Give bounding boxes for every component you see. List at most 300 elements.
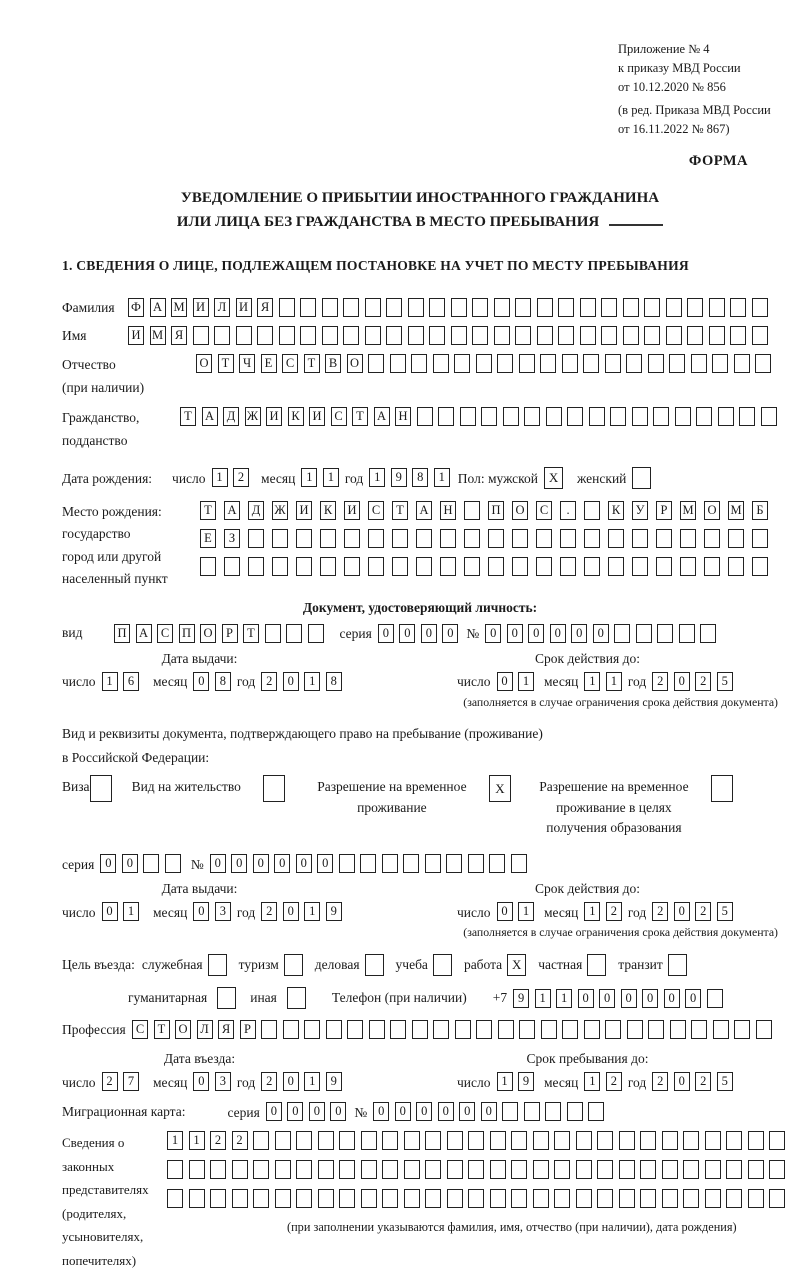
char-cell[interactable]: 0 bbox=[193, 1072, 209, 1091]
char-cell[interactable] bbox=[232, 1189, 248, 1208]
char-cell[interactable] bbox=[540, 354, 556, 373]
purpose-other-checkbox[interactable] bbox=[287, 987, 306, 1009]
char-cell[interactable] bbox=[511, 1189, 527, 1208]
char-cell[interactable]: Т bbox=[218, 354, 234, 373]
char-cell[interactable] bbox=[339, 1189, 355, 1208]
char-cell[interactable] bbox=[560, 529, 576, 548]
char-cell[interactable] bbox=[533, 1189, 549, 1208]
char-cell[interactable] bbox=[490, 1160, 506, 1179]
char-cell[interactable] bbox=[429, 298, 445, 317]
char-cell[interactable] bbox=[515, 298, 531, 317]
char-cell[interactable] bbox=[541, 1020, 557, 1039]
char-cell[interactable] bbox=[691, 354, 707, 373]
char-cell[interactable]: 0 bbox=[497, 902, 513, 921]
char-cell[interactable] bbox=[748, 1160, 764, 1179]
char-cell[interactable] bbox=[232, 1160, 248, 1179]
char-cell[interactable] bbox=[562, 1020, 578, 1039]
char-cell[interactable] bbox=[368, 354, 384, 373]
char-cell[interactable] bbox=[752, 298, 768, 317]
char-cell[interactable]: А bbox=[416, 501, 432, 520]
char-cell[interactable] bbox=[416, 529, 432, 548]
char-cell[interactable]: Я bbox=[218, 1020, 234, 1039]
char-cell[interactable] bbox=[253, 1160, 269, 1179]
char-cell[interactable] bbox=[726, 1131, 742, 1150]
char-cell[interactable] bbox=[438, 407, 454, 426]
char-cell[interactable] bbox=[601, 298, 617, 317]
char-cell[interactable]: 0 bbox=[621, 989, 637, 1008]
char-cell[interactable]: 1 bbox=[304, 1072, 320, 1091]
char-cell[interactable] bbox=[283, 1020, 299, 1039]
char-cell[interactable] bbox=[704, 529, 720, 548]
char-cell[interactable] bbox=[320, 529, 336, 548]
char-cell[interactable] bbox=[476, 354, 492, 373]
char-cell[interactable]: 1 bbox=[434, 468, 450, 487]
char-cell[interactable]: 2 bbox=[652, 902, 668, 921]
char-cell[interactable] bbox=[472, 326, 488, 345]
char-cell[interactable]: С bbox=[368, 501, 384, 520]
char-cell[interactable] bbox=[560, 557, 576, 576]
char-cell[interactable]: 1 bbox=[369, 468, 385, 487]
char-cell[interactable] bbox=[322, 298, 338, 317]
char-cell[interactable]: 1 bbox=[584, 902, 600, 921]
char-cell[interactable]: 0 bbox=[193, 672, 209, 691]
char-cell[interactable] bbox=[490, 1189, 506, 1208]
char-cell[interactable]: Л bbox=[197, 1020, 213, 1039]
char-cell[interactable] bbox=[253, 1131, 269, 1150]
char-cell[interactable] bbox=[361, 1131, 377, 1150]
char-cell[interactable]: С bbox=[331, 407, 347, 426]
char-cell[interactable] bbox=[519, 354, 535, 373]
char-cell[interactable] bbox=[512, 557, 528, 576]
char-cell[interactable] bbox=[318, 1131, 334, 1150]
purpose-official-checkbox[interactable] bbox=[208, 954, 227, 976]
char-cell[interactable] bbox=[165, 854, 181, 873]
char-cell[interactable] bbox=[368, 557, 384, 576]
char-cell[interactable]: 0 bbox=[122, 854, 138, 873]
char-cell[interactable] bbox=[619, 1160, 635, 1179]
char-cell[interactable] bbox=[511, 854, 527, 873]
char-cell[interactable] bbox=[300, 298, 316, 317]
char-cell[interactable] bbox=[558, 326, 574, 345]
char-cell[interactable]: 1 bbox=[167, 1131, 183, 1150]
char-cell[interactable]: 0 bbox=[210, 854, 226, 873]
char-cell[interactable]: 0 bbox=[283, 902, 299, 921]
char-cell[interactable] bbox=[361, 1160, 377, 1179]
char-cell[interactable]: И bbox=[296, 501, 312, 520]
char-cell[interactable] bbox=[584, 1020, 600, 1039]
char-cell[interactable]: 9 bbox=[518, 1072, 534, 1091]
char-cell[interactable] bbox=[623, 326, 639, 345]
char-cell[interactable] bbox=[454, 354, 470, 373]
char-cell[interactable]: 2 bbox=[606, 902, 622, 921]
char-cell[interactable]: 0 bbox=[571, 624, 587, 643]
char-cell[interactable]: 0 bbox=[317, 854, 333, 873]
char-cell[interactable]: 0 bbox=[399, 624, 415, 643]
char-cell[interactable] bbox=[447, 1189, 463, 1208]
char-cell[interactable]: Д bbox=[223, 407, 239, 426]
char-cell[interactable] bbox=[761, 407, 777, 426]
char-cell[interactable]: В bbox=[325, 354, 341, 373]
char-cell[interactable]: 0 bbox=[193, 902, 209, 921]
char-cell[interactable]: 2 bbox=[606, 1072, 622, 1091]
char-cell[interactable] bbox=[696, 407, 712, 426]
char-cell[interactable]: 8 bbox=[215, 672, 231, 691]
char-cell[interactable]: 0 bbox=[100, 854, 116, 873]
char-cell[interactable]: А bbox=[150, 298, 166, 317]
char-cell[interactable] bbox=[537, 326, 553, 345]
char-cell[interactable] bbox=[236, 326, 252, 345]
char-cell[interactable] bbox=[472, 298, 488, 317]
temp-permit-checkbox[interactable]: X bbox=[489, 775, 511, 802]
char-cell[interactable]: П bbox=[114, 624, 130, 643]
char-cell[interactable] bbox=[468, 854, 484, 873]
char-cell[interactable] bbox=[739, 407, 755, 426]
char-cell[interactable]: 6 bbox=[123, 672, 139, 691]
residence-permit-checkbox[interactable] bbox=[263, 775, 285, 802]
char-cell[interactable] bbox=[614, 624, 630, 643]
char-cell[interactable] bbox=[468, 1131, 484, 1150]
char-cell[interactable] bbox=[253, 1189, 269, 1208]
char-cell[interactable] bbox=[709, 298, 725, 317]
char-cell[interactable] bbox=[440, 557, 456, 576]
char-cell[interactable]: 1 bbox=[518, 902, 534, 921]
char-cell[interactable]: 8 bbox=[326, 672, 342, 691]
char-cell[interactable] bbox=[304, 1020, 320, 1039]
char-cell[interactable]: . bbox=[560, 501, 576, 520]
char-cell[interactable] bbox=[662, 1160, 678, 1179]
char-cell[interactable] bbox=[224, 557, 240, 576]
char-cell[interactable] bbox=[769, 1160, 785, 1179]
char-cell[interactable] bbox=[382, 1189, 398, 1208]
char-cell[interactable] bbox=[669, 354, 685, 373]
char-cell[interactable] bbox=[275, 1189, 291, 1208]
char-cell[interactable] bbox=[408, 298, 424, 317]
char-cell[interactable] bbox=[275, 1131, 291, 1150]
char-cell[interactable] bbox=[619, 1131, 635, 1150]
char-cell[interactable] bbox=[494, 298, 510, 317]
char-cell[interactable]: 1 bbox=[497, 1072, 513, 1091]
char-cell[interactable] bbox=[425, 1160, 441, 1179]
char-cell[interactable]: И bbox=[266, 407, 282, 426]
char-cell[interactable] bbox=[296, 1160, 312, 1179]
char-cell[interactable]: 0 bbox=[507, 624, 523, 643]
char-cell[interactable] bbox=[670, 1020, 686, 1039]
char-cell[interactable]: 1 bbox=[102, 672, 118, 691]
char-cell[interactable] bbox=[403, 854, 419, 873]
char-cell[interactable] bbox=[361, 1189, 377, 1208]
char-cell[interactable] bbox=[554, 1131, 570, 1150]
char-cell[interactable] bbox=[576, 1189, 592, 1208]
char-cell[interactable]: И bbox=[309, 407, 325, 426]
char-cell[interactable] bbox=[537, 298, 553, 317]
purpose-tourism-checkbox[interactable] bbox=[284, 954, 303, 976]
char-cell[interactable] bbox=[339, 854, 355, 873]
char-cell[interactable] bbox=[412, 1020, 428, 1039]
char-cell[interactable] bbox=[666, 326, 682, 345]
char-cell[interactable] bbox=[707, 989, 723, 1008]
char-cell[interactable] bbox=[279, 326, 295, 345]
char-cell[interactable] bbox=[343, 298, 359, 317]
char-cell[interactable] bbox=[296, 557, 312, 576]
char-cell[interactable]: 7 bbox=[123, 1072, 139, 1091]
char-cell[interactable]: 9 bbox=[391, 468, 407, 487]
char-cell[interactable]: Т bbox=[304, 354, 320, 373]
visa-checkbox[interactable] bbox=[90, 775, 112, 802]
char-cell[interactable] bbox=[680, 529, 696, 548]
char-cell[interactable] bbox=[440, 529, 456, 548]
char-cell[interactable] bbox=[296, 529, 312, 548]
char-cell[interactable] bbox=[511, 1131, 527, 1150]
char-cell[interactable]: О bbox=[512, 501, 528, 520]
char-cell[interactable]: И bbox=[128, 326, 144, 345]
char-cell[interactable] bbox=[627, 1020, 643, 1039]
char-cell[interactable] bbox=[567, 1102, 583, 1121]
char-cell[interactable] bbox=[272, 529, 288, 548]
char-cell[interactable] bbox=[562, 354, 578, 373]
char-cell[interactable] bbox=[296, 1131, 312, 1150]
char-cell[interactable]: 2 bbox=[695, 902, 711, 921]
char-cell[interactable] bbox=[576, 1131, 592, 1150]
char-cell[interactable]: 1 bbox=[606, 672, 622, 691]
char-cell[interactable]: 1 bbox=[584, 672, 600, 691]
char-cell[interactable] bbox=[455, 1020, 471, 1039]
char-cell[interactable]: 0 bbox=[664, 989, 680, 1008]
char-cell[interactable]: М bbox=[150, 326, 166, 345]
char-cell[interactable]: О bbox=[196, 354, 212, 373]
char-cell[interactable]: 0 bbox=[497, 672, 513, 691]
char-cell[interactable] bbox=[675, 407, 691, 426]
char-cell[interactable] bbox=[167, 1160, 183, 1179]
purpose-humanitarian-checkbox[interactable] bbox=[217, 987, 236, 1009]
char-cell[interactable]: 2 bbox=[695, 672, 711, 691]
char-cell[interactable]: 9 bbox=[513, 989, 529, 1008]
char-cell[interactable]: 0 bbox=[481, 1102, 497, 1121]
char-cell[interactable]: 0 bbox=[528, 624, 544, 643]
char-cell[interactable] bbox=[193, 326, 209, 345]
char-cell[interactable]: М bbox=[171, 298, 187, 317]
char-cell[interactable]: 1 bbox=[123, 902, 139, 921]
char-cell[interactable]: 9 bbox=[326, 1072, 342, 1091]
char-cell[interactable] bbox=[709, 326, 725, 345]
char-cell[interactable] bbox=[214, 326, 230, 345]
char-cell[interactable] bbox=[605, 1020, 621, 1039]
char-cell[interactable] bbox=[589, 407, 605, 426]
char-cell[interactable] bbox=[322, 326, 338, 345]
char-cell[interactable]: 0 bbox=[231, 854, 247, 873]
char-cell[interactable] bbox=[382, 1160, 398, 1179]
char-cell[interactable] bbox=[296, 1189, 312, 1208]
char-cell[interactable] bbox=[446, 854, 462, 873]
char-cell[interactable] bbox=[752, 557, 768, 576]
char-cell[interactable] bbox=[726, 1189, 742, 1208]
char-cell[interactable]: Р bbox=[240, 1020, 256, 1039]
char-cell[interactable] bbox=[730, 326, 746, 345]
char-cell[interactable]: Б bbox=[752, 501, 768, 520]
char-cell[interactable] bbox=[411, 354, 427, 373]
sex-female-checkbox[interactable] bbox=[632, 467, 651, 489]
purpose-study-checkbox[interactable] bbox=[433, 954, 452, 976]
char-cell[interactable]: 0 bbox=[674, 902, 690, 921]
char-cell[interactable] bbox=[583, 354, 599, 373]
char-cell[interactable] bbox=[608, 529, 624, 548]
char-cell[interactable] bbox=[404, 1189, 420, 1208]
char-cell[interactable] bbox=[365, 298, 381, 317]
char-cell[interactable] bbox=[756, 1020, 772, 1039]
char-cell[interactable] bbox=[272, 557, 288, 576]
char-cell[interactable]: Ж bbox=[272, 501, 288, 520]
char-cell[interactable] bbox=[580, 298, 596, 317]
char-cell[interactable]: Е bbox=[261, 354, 277, 373]
char-cell[interactable]: 1 bbox=[518, 672, 534, 691]
char-cell[interactable]: 9 bbox=[326, 902, 342, 921]
char-cell[interactable] bbox=[200, 557, 216, 576]
char-cell[interactable] bbox=[320, 557, 336, 576]
char-cell[interactable] bbox=[640, 1160, 656, 1179]
char-cell[interactable]: О bbox=[704, 501, 720, 520]
char-cell[interactable] bbox=[368, 529, 384, 548]
char-cell[interactable]: 0 bbox=[296, 854, 312, 873]
char-cell[interactable] bbox=[662, 1189, 678, 1208]
char-cell[interactable] bbox=[683, 1189, 699, 1208]
char-cell[interactable]: 2 bbox=[233, 468, 249, 487]
char-cell[interactable] bbox=[752, 529, 768, 548]
char-cell[interactable] bbox=[210, 1189, 226, 1208]
char-cell[interactable]: 5 bbox=[717, 902, 733, 921]
char-cell[interactable] bbox=[433, 1020, 449, 1039]
char-cell[interactable]: 0 bbox=[373, 1102, 389, 1121]
char-cell[interactable] bbox=[257, 326, 273, 345]
char-cell[interactable] bbox=[683, 1131, 699, 1150]
char-cell[interactable] bbox=[605, 354, 621, 373]
char-cell[interactable]: 2 bbox=[261, 902, 277, 921]
char-cell[interactable]: 0 bbox=[485, 624, 501, 643]
char-cell[interactable] bbox=[524, 1102, 540, 1121]
char-cell[interactable] bbox=[632, 407, 648, 426]
char-cell[interactable]: 5 bbox=[717, 672, 733, 691]
char-cell[interactable] bbox=[425, 1189, 441, 1208]
char-cell[interactable] bbox=[554, 1189, 570, 1208]
char-cell[interactable] bbox=[656, 557, 672, 576]
char-cell[interactable]: Т bbox=[200, 501, 216, 520]
char-cell[interactable] bbox=[632, 529, 648, 548]
char-cell[interactable] bbox=[524, 407, 540, 426]
char-cell[interactable] bbox=[512, 529, 528, 548]
char-cell[interactable] bbox=[683, 1160, 699, 1179]
char-cell[interactable] bbox=[386, 326, 402, 345]
char-cell[interactable] bbox=[680, 557, 696, 576]
char-cell[interactable]: 5 bbox=[717, 1072, 733, 1091]
char-cell[interactable]: 1 bbox=[304, 902, 320, 921]
char-cell[interactable]: 0 bbox=[674, 672, 690, 691]
char-cell[interactable] bbox=[700, 624, 716, 643]
char-cell[interactable] bbox=[640, 1189, 656, 1208]
char-cell[interactable] bbox=[464, 501, 480, 520]
sex-male-checkbox[interactable]: X bbox=[544, 467, 563, 489]
char-cell[interactable] bbox=[404, 1131, 420, 1150]
char-cell[interactable] bbox=[584, 529, 600, 548]
char-cell[interactable]: 0 bbox=[378, 624, 394, 643]
char-cell[interactable] bbox=[718, 407, 734, 426]
char-cell[interactable] bbox=[769, 1131, 785, 1150]
char-cell[interactable] bbox=[210, 1160, 226, 1179]
char-cell[interactable] bbox=[447, 1160, 463, 1179]
char-cell[interactable] bbox=[248, 557, 264, 576]
char-cell[interactable] bbox=[248, 529, 264, 548]
char-cell[interactable] bbox=[451, 326, 467, 345]
char-cell[interactable] bbox=[326, 1020, 342, 1039]
char-cell[interactable]: 0 bbox=[309, 1102, 325, 1121]
char-cell[interactable] bbox=[339, 1160, 355, 1179]
char-cell[interactable]: З bbox=[224, 529, 240, 548]
char-cell[interactable]: Ж bbox=[245, 407, 261, 426]
char-cell[interactable] bbox=[728, 529, 744, 548]
char-cell[interactable]: 0 bbox=[674, 1072, 690, 1091]
char-cell[interactable]: 0 bbox=[593, 624, 609, 643]
char-cell[interactable]: Я bbox=[257, 298, 273, 317]
char-cell[interactable] bbox=[494, 326, 510, 345]
char-cell[interactable]: М bbox=[728, 501, 744, 520]
char-cell[interactable]: Т bbox=[352, 407, 368, 426]
char-cell[interactable]: К bbox=[288, 407, 304, 426]
char-cell[interactable] bbox=[576, 1160, 592, 1179]
purpose-business-checkbox[interactable] bbox=[365, 954, 384, 976]
char-cell[interactable] bbox=[640, 1131, 656, 1150]
char-cell[interactable] bbox=[300, 326, 316, 345]
char-cell[interactable]: А bbox=[374, 407, 390, 426]
char-cell[interactable] bbox=[666, 298, 682, 317]
char-cell[interactable] bbox=[433, 354, 449, 373]
char-cell[interactable] bbox=[189, 1160, 205, 1179]
char-cell[interactable] bbox=[755, 354, 771, 373]
char-cell[interactable]: 1 bbox=[535, 989, 551, 1008]
char-cell[interactable]: 3 bbox=[215, 1072, 231, 1091]
char-cell[interactable] bbox=[705, 1189, 721, 1208]
char-cell[interactable]: Т bbox=[243, 624, 259, 643]
char-cell[interactable] bbox=[608, 557, 624, 576]
char-cell[interactable] bbox=[752, 326, 768, 345]
char-cell[interactable]: 0 bbox=[459, 1102, 475, 1121]
char-cell[interactable] bbox=[382, 854, 398, 873]
char-cell[interactable]: 2 bbox=[652, 1072, 668, 1091]
char-cell[interactable]: Т bbox=[180, 407, 196, 426]
char-cell[interactable] bbox=[390, 1020, 406, 1039]
char-cell[interactable]: 1 bbox=[584, 1072, 600, 1091]
char-cell[interactable] bbox=[597, 1131, 613, 1150]
char-cell[interactable]: 1 bbox=[556, 989, 572, 1008]
char-cell[interactable] bbox=[503, 407, 519, 426]
char-cell[interactable]: 0 bbox=[685, 989, 701, 1008]
char-cell[interactable] bbox=[481, 407, 497, 426]
char-cell[interactable]: Н bbox=[440, 501, 456, 520]
char-cell[interactable] bbox=[275, 1160, 291, 1179]
char-cell[interactable]: 0 bbox=[253, 854, 269, 873]
char-cell[interactable] bbox=[488, 529, 504, 548]
char-cell[interactable] bbox=[167, 1189, 183, 1208]
char-cell[interactable] bbox=[545, 1102, 561, 1121]
char-cell[interactable] bbox=[687, 326, 703, 345]
char-cell[interactable]: А bbox=[202, 407, 218, 426]
char-cell[interactable] bbox=[728, 557, 744, 576]
char-cell[interactable]: 0 bbox=[283, 672, 299, 691]
char-cell[interactable] bbox=[318, 1189, 334, 1208]
char-cell[interactable] bbox=[308, 624, 324, 643]
char-cell[interactable] bbox=[597, 1189, 613, 1208]
char-cell[interactable]: М bbox=[680, 501, 696, 520]
char-cell[interactable]: 1 bbox=[189, 1131, 205, 1150]
char-cell[interactable] bbox=[498, 1020, 514, 1039]
char-cell[interactable] bbox=[339, 1131, 355, 1150]
char-cell[interactable]: 0 bbox=[283, 1072, 299, 1091]
